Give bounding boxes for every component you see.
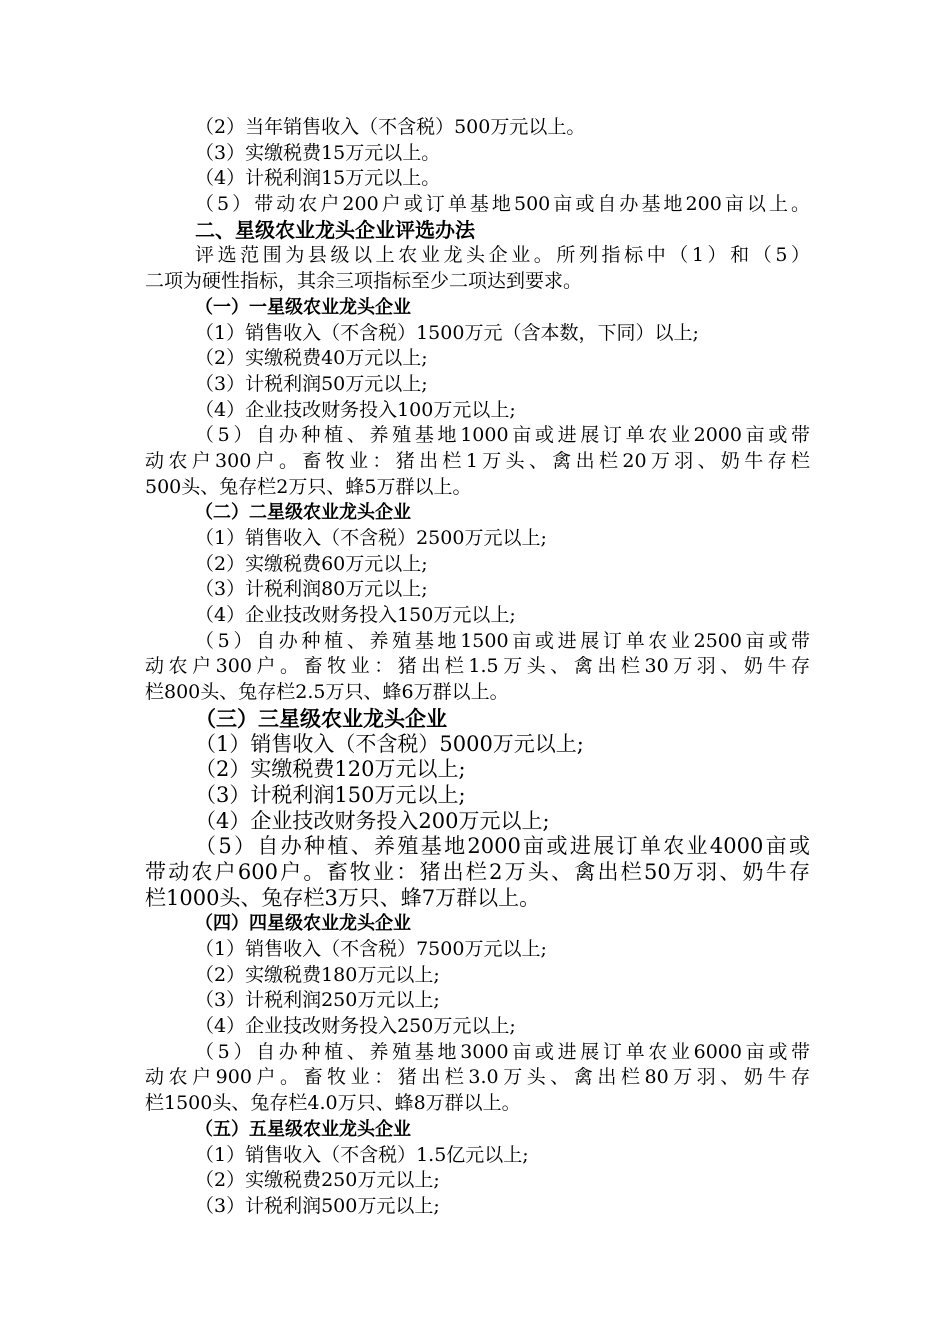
text-line: （2）当年销售收入（不含税）500万元以上。 — [195, 116, 586, 138]
text-line: （4）企业技改财务投入250万元以上; — [195, 1015, 516, 1038]
text-line: （1）销售收入（不含税）2500万元以上; — [195, 527, 547, 549]
text-line: （3）计税利润80万元以上; — [195, 578, 428, 601]
section-heading: 二、星级农业龙头企业评选办法 — [195, 217, 475, 242]
section-heading: （五）五星级农业龙头企业 — [195, 1118, 411, 1140]
text-line: （3）计税利润250万元以上; — [195, 989, 440, 1012]
text-line: （3）计税利润150万元以上; — [195, 782, 466, 807]
text-line: （3）实缴税费15万元以上。 — [195, 141, 441, 164]
text-line: （5）自办种植、养殖基地1500亩或进展订单农业2500亩或带 — [195, 629, 810, 652]
text-line: （4）企业技改财务投入100万元以上; — [195, 398, 516, 421]
text-line: （4）计税利润15万元以上。 — [195, 167, 441, 190]
text-line: （3）计税利润500万元以上; — [195, 1194, 440, 1217]
text-line: 栏1500头、兔存栏4.0万只、蜂8万群以上。 — [145, 1092, 521, 1115]
text-line: （1）销售收入（不含税）1500万元（含本数，下同）以上; — [195, 321, 699, 344]
text-line: 评选范围为县级以上农业龙头企业。所列指标中（1）和（5） — [195, 244, 810, 267]
text-line: 二项为硬性指标，其余三项指标至少二项达到要求。 — [145, 270, 583, 293]
text-line: （1）销售收入（不含税）5000万元以上; — [195, 731, 584, 756]
section-heading: （二）二星级农业龙头企业 — [195, 502, 411, 524]
section-heading: （三）三星级农业龙头企业 — [195, 705, 447, 731]
section-heading: （四）四星级农业龙头企业 — [195, 913, 411, 935]
section-heading: （一）一星级农业龙头企业 — [195, 296, 411, 318]
text-line: （3）计税利润50万元以上; — [195, 372, 428, 395]
document-page — [145, 115, 810, 1220]
text-line: （5）自办种植、养殖基地2000亩或进展订单农业4000亩或 — [195, 834, 810, 859]
text-line: （4）企业技改财务投入150万元以上; — [195, 604, 516, 627]
text-line: （5）自办种植、养殖基地1000亩或进展订单农业2000亩或带 — [195, 424, 810, 447]
text-line: 带动农户600户。畜牧业：猪出栏2万头、禽出栏50万羽、奶牛存 — [145, 859, 810, 884]
text-line: （2）实缴税费250万元以上; — [195, 1169, 440, 1192]
text-line: （2）实缴税费60万元以上; — [195, 552, 428, 575]
text-line: 栏1000头、兔存栏3万只、蜂7万群以上。 — [145, 885, 541, 910]
text-line: （5）带动农户200户或订单基地500亩或自办基地200亩以上。 — [195, 193, 810, 216]
text-line: （2）实缴税费120万元以上; — [195, 757, 466, 782]
text-line: （1）销售收入（不含税）1.5亿元以上; — [195, 1143, 529, 1166]
text-line: 栏800头、兔存栏2.5万只、蜂6万群以上。 — [145, 681, 509, 704]
text-line: 500头、兔存栏2万只、蜂5万群以上。 — [145, 475, 472, 498]
text-line: 动农户300户。畜牧业：猪出栏1万头、禽出栏20万羽、奶牛存栏 — [145, 449, 810, 472]
text-line: （5）自办种植、养殖基地3000亩或进展订单农业6000亩或带 — [195, 1040, 810, 1063]
text-line: （2）实缴税费180万元以上; — [195, 963, 440, 986]
text-line: （4）企业技改财务投入200万元以上; — [195, 808, 550, 833]
text-line: （2）实缴税费40万元以上; — [195, 347, 428, 370]
text-line: 动农户900户。畜牧业：猪出栏3.0万头、禽出栏80万羽、奶牛存 — [145, 1066, 810, 1089]
text-line: （1）销售收入（不含税）7500万元以上; — [195, 938, 547, 960]
text-line: 动农户300户。畜牧业：猪出栏1.5万头、禽出栏30万羽、奶牛存 — [145, 655, 810, 678]
